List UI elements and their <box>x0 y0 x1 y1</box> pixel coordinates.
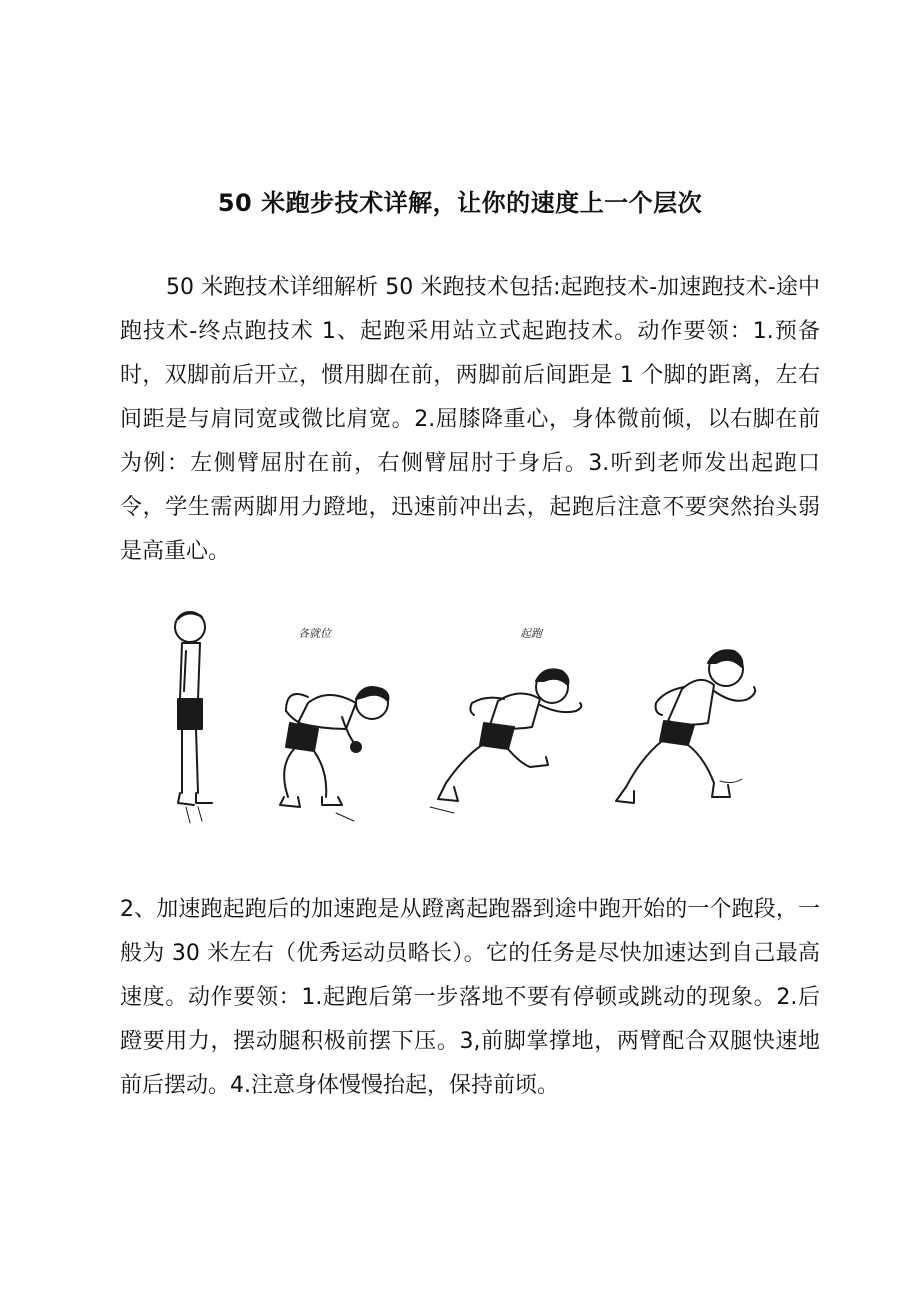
figure-accelerating <box>616 650 755 803</box>
running-start-illustration <box>168 607 760 833</box>
figure-crouch-ready <box>280 687 388 821</box>
paragraph-acceleration: 2、加速跑起跑后的加速跑是从蹬离起跑器到途中跑开始的一个跑段，一般为 30 米左右（优秀运动员略长）。它的任务是尽快加速达到自己最高速度。动作要领：1.起跑后第一步落地不要有停顿或跳动的现象。2.后蹬要用力，摆动腿积极前摆下压。3,前脚掌撑地，两臂配合双腿快速地前后摆动。4.注意身体慢慢抬起，保持前顷。 <box>120 897 820 1098</box>
label-start: 起跑 <box>520 627 542 640</box>
figure-standing <box>175 612 212 823</box>
page-title: 50 米跑步技术详解，让你的速度上一个层次 <box>217 189 703 217</box>
label-on-your-marks: 各就位 <box>298 627 331 640</box>
figure-starting-push <box>430 669 581 813</box>
paragraph-start-technique: 50 米跑技术详细解析 50 米跑技术包括:起跑技术-加速跑技术-途中跑技术-终点跑技术 1、起跑采用站立式起跑技术。动作要领：1.预备时，双脚前后开立，惯用脚在前，两脚前后间距是 1 个脚的距离，左右间距是与肩同宽或微比肩宽。2.屈膝降重心，身体微前倾，以右脚在前为例：左侧臂屈肘在前，右侧臂屈肘于身后。3.听到老师发出起跑口令，学生需两脚用力蹬地，迅速前冲出去，起跑后注意不要突然抬头弱是高重心。 <box>120 275 820 564</box>
